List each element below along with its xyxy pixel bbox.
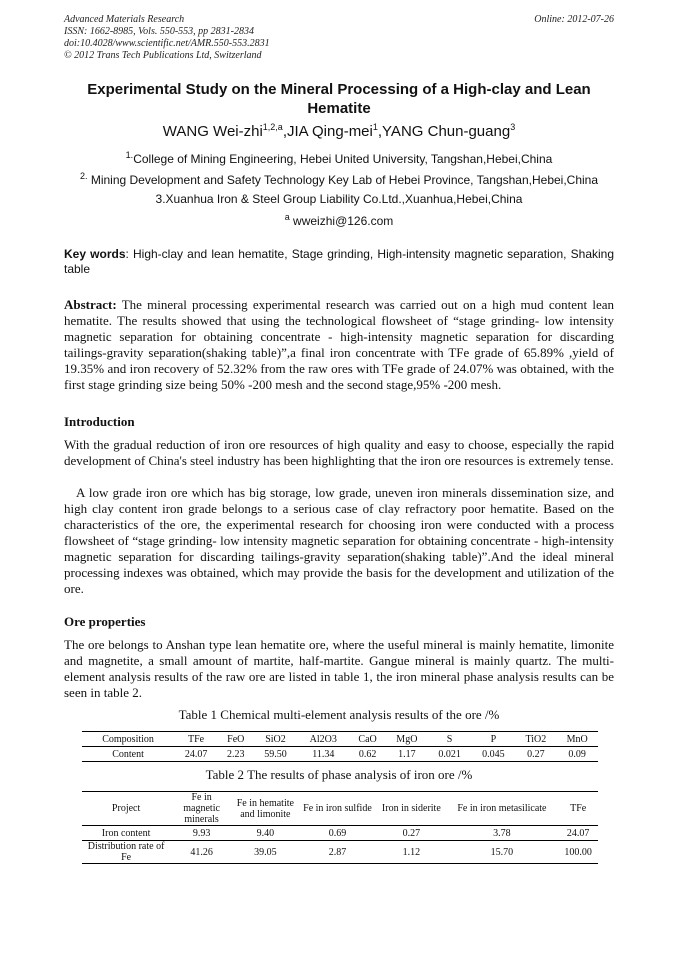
table-1-cell: 1.17 — [386, 747, 428, 762]
table-1-header-cell: Al2O3 — [297, 732, 349, 747]
table-1-header-cell: MnO — [556, 732, 598, 747]
table-1-header-row — [82, 732, 598, 747]
table-2-row — [82, 826, 598, 841]
table-2-cell: 39.05 — [233, 841, 298, 864]
table-2-header-cell: Project — [82, 792, 170, 826]
table-1 — [82, 731, 598, 762]
table-1-header-cell: SiO2 — [254, 732, 298, 747]
author-3: ,YANG Chun-guang — [377, 123, 511, 140]
table-2-row — [82, 841, 598, 864]
keywords-text: : High-clay and lean hematite, Stage grinding, High-intensity magnetic separation, Shaking table — [64, 247, 615, 276]
affiliation-2 — [30, 171, 648, 187]
table-2-cell: 41.26 — [170, 841, 233, 864]
table-2-cell: 9.93 — [170, 826, 233, 841]
doi-line: doi:10.4028/www.scientific.net/AMR.550-553.2831 — [64, 38, 270, 49]
introduction-heading: Introduction — [64, 414, 135, 429]
ore-properties-heading: Ore properties — [64, 614, 146, 629]
online-date: Online: 2012-07-26 — [534, 14, 614, 25]
table-1-cell: 24.07 — [174, 747, 218, 762]
keywords-label: Key words — [64, 247, 126, 261]
affiliation-1-sup: 1. — [125, 150, 134, 160]
table-2-cell: 9.40 — [233, 826, 298, 841]
author-1-sup: 1,2,a — [262, 122, 283, 132]
email-text: wweizhi@126.com — [289, 214, 394, 228]
table-2-cell: 0.27 — [377, 826, 445, 841]
affiliation-2-sup: 2. — [79, 171, 88, 181]
table-2-cell: 15.70 — [445, 841, 558, 864]
table-1-header-cell: CaO — [349, 732, 386, 747]
table-1-cell: 0.09 — [556, 747, 598, 762]
introduction-paragraph-1: With the gradual reduction of iron ore resources of high quality and easy to choose, especially the rapid development of China's steel industry has been highlighting that the iron ore resources is extremely tense. — [64, 437, 614, 468]
table-2-cell: 24.07 — [558, 826, 598, 841]
table-1-header-cell: Composition — [82, 732, 174, 747]
table-2-header-cell: TFe — [558, 792, 598, 826]
table-1-cell: 2.23 — [218, 747, 254, 762]
table-1-cell: 59.50 — [254, 747, 298, 762]
author-3-sup: 3 — [510, 122, 516, 132]
table-2-cell: 2.87 — [298, 841, 378, 864]
table-2-header-cell: Fe in iron metasilicate — [445, 792, 558, 826]
copyright-line: © 2012 Trans Tech Publications Ltd, Switzerland — [64, 50, 262, 61]
affiliation-1 — [30, 150, 648, 166]
author-line — [64, 122, 614, 140]
table-1-caption: Table 1 Chemical multi-element analysis results of the ore /% — [178, 707, 500, 722]
table-2-cell: 0.69 — [298, 826, 378, 841]
table-2-header-cell: Iron in siderite — [377, 792, 445, 826]
table-2-header-cell: Fe in iron sulfide — [298, 792, 378, 826]
email-line — [30, 212, 648, 228]
table-2-caption: Table 2 The results of phase analysis of iron ore /% — [205, 767, 473, 782]
abstract-text: The mineral processing experimental research was carried out on a high mud content lean hematite. The results showed that using the technological flowsheet of “stage grinding- low intensity magnetic separation for obtaining concentrate - high-intensity magnetic separation for discarding tailings-gravity separation(shaking table)”,a final iron concentrate with TFe grade of 65.89% ,yield of 19.35% and iron recovery of 52.32% from the raw ores with TFe grade of 24.07% was obtained, with the first stage grinding size being 50% -200 mesh and the second stage,95% -200 mesh. — [64, 297, 614, 392]
affiliation-2-text: Mining Development and Safety Technology Key Lab of Hebei Province, Tangshan,Hebei,China — [87, 173, 599, 187]
abstract — [64, 297, 614, 393]
table-1-cell: 0.27 — [515, 747, 556, 762]
table-1-cell: 0.045 — [472, 747, 516, 762]
table-2 — [82, 791, 598, 864]
table-2-cell: 100.00 — [558, 841, 598, 864]
table-1-cell: 0.62 — [349, 747, 386, 762]
table-2-row-label: Distribution rate of Fe — [82, 841, 170, 864]
table-1-row — [82, 747, 598, 762]
issn-line: ISSN: 1662-8985, Vols. 550-553, pp 2831-2834 — [64, 26, 254, 37]
table-2-row-label: Iron content — [82, 826, 170, 841]
affiliation-1-text: College of Mining Engineering, Hebei United University, Tangshan,Hebei,China — [133, 152, 553, 166]
table-1-header-cell: TFe — [174, 732, 218, 747]
table-2-cell: 3.78 — [445, 826, 558, 841]
table-1-header-cell: S — [428, 732, 472, 747]
table-2-header-cell: Fe in hematite and limonite — [233, 792, 298, 826]
affiliation-3: 3.Xuanhua Iron & Steel Group Liability Co.Ltd.,Xuanhua,Hebei,China — [155, 192, 523, 206]
table-2-header-row — [82, 792, 598, 826]
journal-header — [64, 14, 424, 62]
author-2: ,JIA Qing-mei — [282, 123, 373, 140]
email-sup: a — [284, 212, 290, 222]
ore-properties-paragraph: The ore belongs to Anshan type lean hematite ore, where the useful mineral is mainly hematite, limonite and magnetite, a small amount of martite, half-martite. Gangue mineral is mainly quartz. The multi-element analysis results of the raw ore are listed in table 1, the iron mineral phase analysis results can be seen in table 2. — [64, 637, 614, 700]
table-1-header-cell: MgO — [386, 732, 428, 747]
table-1-cell: 0.021 — [428, 747, 472, 762]
table-1-cell: 11.34 — [297, 747, 349, 762]
keywords — [64, 247, 614, 277]
introduction-paragraph-2: A low grade iron ore which has big storage, low grade, uneven iron minerals dissemination size, and high clay content iron grade belongs to a serious case of clay refractory poor hematite. Based on the characteristics of the ore, the experimental research for choosing iron were conducted with a process flowsheet of “stage grinding- low intensity magnetic separation for obtaining concentrate - high-intensity magnetic separation for discarding tailings-gravity separation(shaking table)”.And the ideal mineral processing indexes was obtained, which may provide the basis for the development and utilization of the ore. — [64, 485, 614, 596]
table-2-header-cell: Fe in magnetic minerals — [170, 792, 233, 826]
author-1: WANG Wei-zhi — [162, 123, 263, 140]
paper-title: Experimental Study on the Mineral Processing of a High-clay and Lean Hematite — [87, 81, 591, 117]
table-2-cell: 1.12 — [377, 841, 445, 864]
table-1-header-cell: P — [472, 732, 516, 747]
table-1-row-label: Content — [82, 747, 174, 762]
abstract-label: Abstract: — [64, 297, 117, 312]
author-2-sup: 1 — [372, 122, 378, 132]
table-1-header-cell: TiO2 — [515, 732, 556, 747]
journal-name: Advanced Materials Research — [64, 14, 185, 25]
table-1-header-cell: FeO — [218, 732, 254, 747]
